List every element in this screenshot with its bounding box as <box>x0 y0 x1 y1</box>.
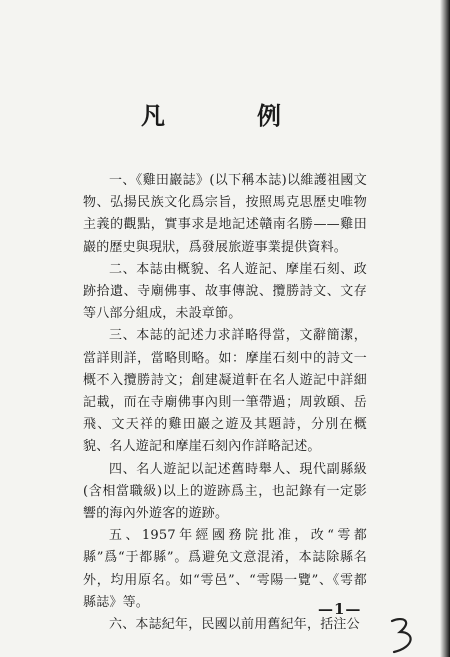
paragraph-3: 三、本誌的記述力求詳略得當，文辭簡潔，當詳則詳，當略則略。如：摩崖石刻中的詩文一概不入攬勝詩文；創建凝道軒在名人遊記中詳細記載，而在寺廟佛事內則一筆帶過；周敦頤、岳飛、文天祥的雞田巖之遊及其題詩，分別在概貌、名人遊記和摩崖石刻內作詳略記述。 <box>83 328 367 455</box>
paragraph-4: 四、名人遊記以記述舊時舉人、現代副縣級(含相當職級)以上的遊跡爲主，也記錄有一定影響的海內外遊客的遊跡。 <box>83 461 367 522</box>
body-text <box>83 170 367 636</box>
page-number: —1— <box>318 600 362 618</box>
paragraph-5: 五、1957年經國務院批准，改“雩都縣”爲“于都縣”。爲避免文意混淆，本誌除縣名外，均用原名。如“雩邑”、“雩陽一覽”、《雩都縣誌》等。 <box>83 528 367 610</box>
page-title: 凡 例 <box>141 101 315 130</box>
handwritten-mark <box>385 615 419 655</box>
paragraph-2: 二、本誌由概貌、名人遊記、摩崖石刻、政跡拾遺、寺廟佛事、故事傳說、攬勝詩文、文存等八部分組成，未設章節。 <box>83 261 367 322</box>
paragraph-1: 一、《雞田巖誌》(以下稱本誌)以維護祖國文物、弘揚民族文化爲宗旨，按照馬克思歷史唯物主義的觀點，實事求是地記述贛南名勝——雞田巖的歷史與現狀，爲發展旅遊事業提供資料。 <box>83 173 367 255</box>
page-edge-shadow <box>440 0 450 657</box>
paragraph-6: 六、本誌紀年，民國以前用舊紀年，括注公 <box>109 617 360 633</box>
